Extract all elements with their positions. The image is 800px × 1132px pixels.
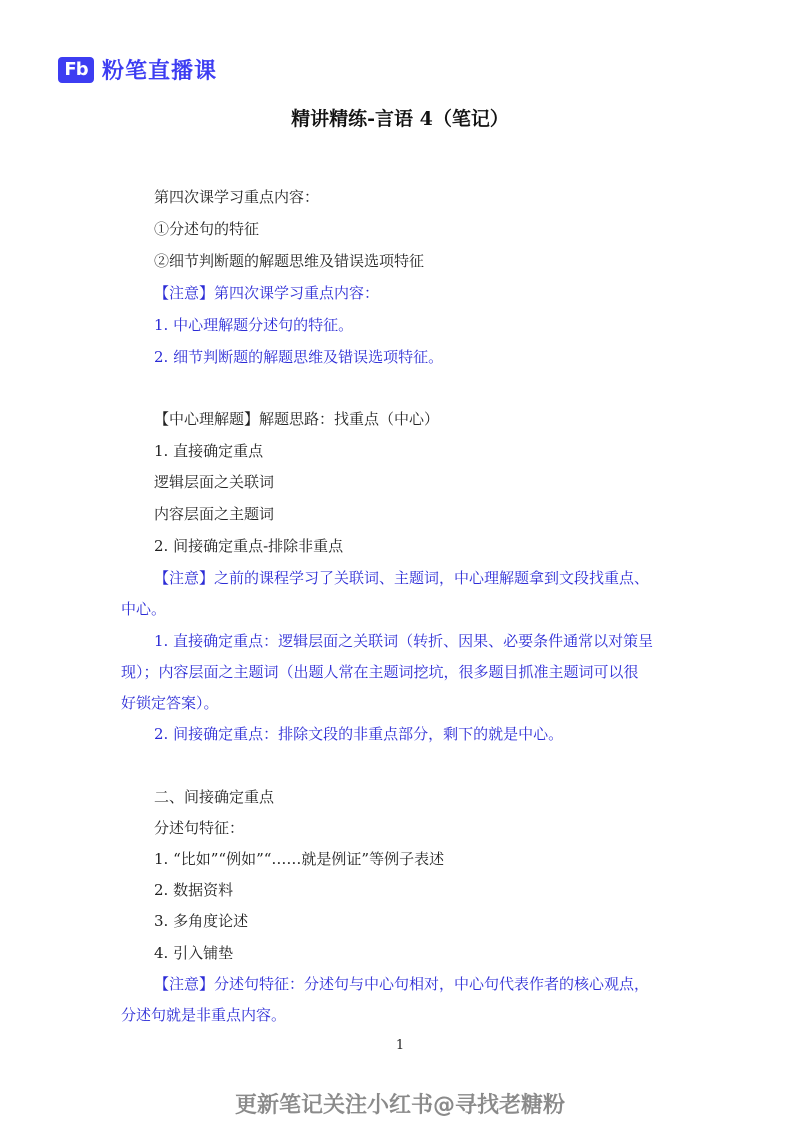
text-line: 2. 间接确定重点-排除非重点: [154, 537, 344, 555]
text-line: ①分述句的特征: [154, 220, 260, 238]
text-line: 3. 多角度论述: [154, 912, 249, 930]
note-line: 好锁定答案）。: [121, 694, 219, 712]
note-line: 【注意】之前的课程学习了关联词、主题词，中心理解题拿到文段找重点、: [154, 569, 650, 587]
text-line: 分述句特征：: [154, 819, 245, 837]
note-line: 中心。: [121, 600, 167, 618]
text-line: 4. 引入铺垫: [154, 944, 234, 962]
logo-text: 粉笔直播课: [102, 59, 218, 84]
note-line: 2. 间接确定重点：排除文段的非重点部分，剩下的就是中心。: [154, 725, 564, 743]
note-line: 【注意】第四次课学习重点内容：: [154, 284, 380, 302]
text-line: 【中心理解题】解题思路：找重点（中心）: [154, 410, 440, 428]
note-line: 现）；内容层面之主题词（出题人常在主题词挖坑，很多题目抓准主题词可以很: [121, 663, 639, 681]
note-line: 1. 中心理解题分述句的特征。: [154, 316, 354, 334]
text-line: 内容层面之主题词: [154, 505, 275, 523]
note-line: 2. 细节判断题的解题思维及错误选项特征。: [154, 348, 444, 366]
note-line: 1. 直接确定重点：逻辑层面之关联词（转折、因果、必要条件通常以对策呈: [154, 632, 654, 650]
text-line: 2. 数据资料: [154, 881, 234, 899]
footer-watermark: 更新笔记关注小红书@寻找老糖粉: [234, 1093, 565, 1118]
section-heading: 二、间接确定重点: [154, 788, 275, 806]
text-line: ②细节判断题的解题思维及错误选项特征: [154, 252, 425, 270]
brand-logo: [58, 54, 217, 85]
note-line: 分述句就是非重点内容。: [121, 1006, 287, 1024]
text-line: 1. 直接确定重点: [154, 442, 264, 460]
note-line: 【注意】分述句特征：分述句与中心句相对，中心句代表作者的核心观点，: [154, 975, 650, 993]
logo-mark: Fb: [58, 57, 94, 83]
text-line: 第四次课学习重点内容：: [154, 188, 320, 206]
document-title: 精讲精练-言语 4（笔记）: [291, 108, 509, 130]
text-line: 逻辑层面之关联词: [154, 473, 275, 491]
text-line: 1. “比如”“例如”“……就是例证”等例子表述: [154, 850, 445, 868]
page-number: 1: [395, 1038, 405, 1053]
